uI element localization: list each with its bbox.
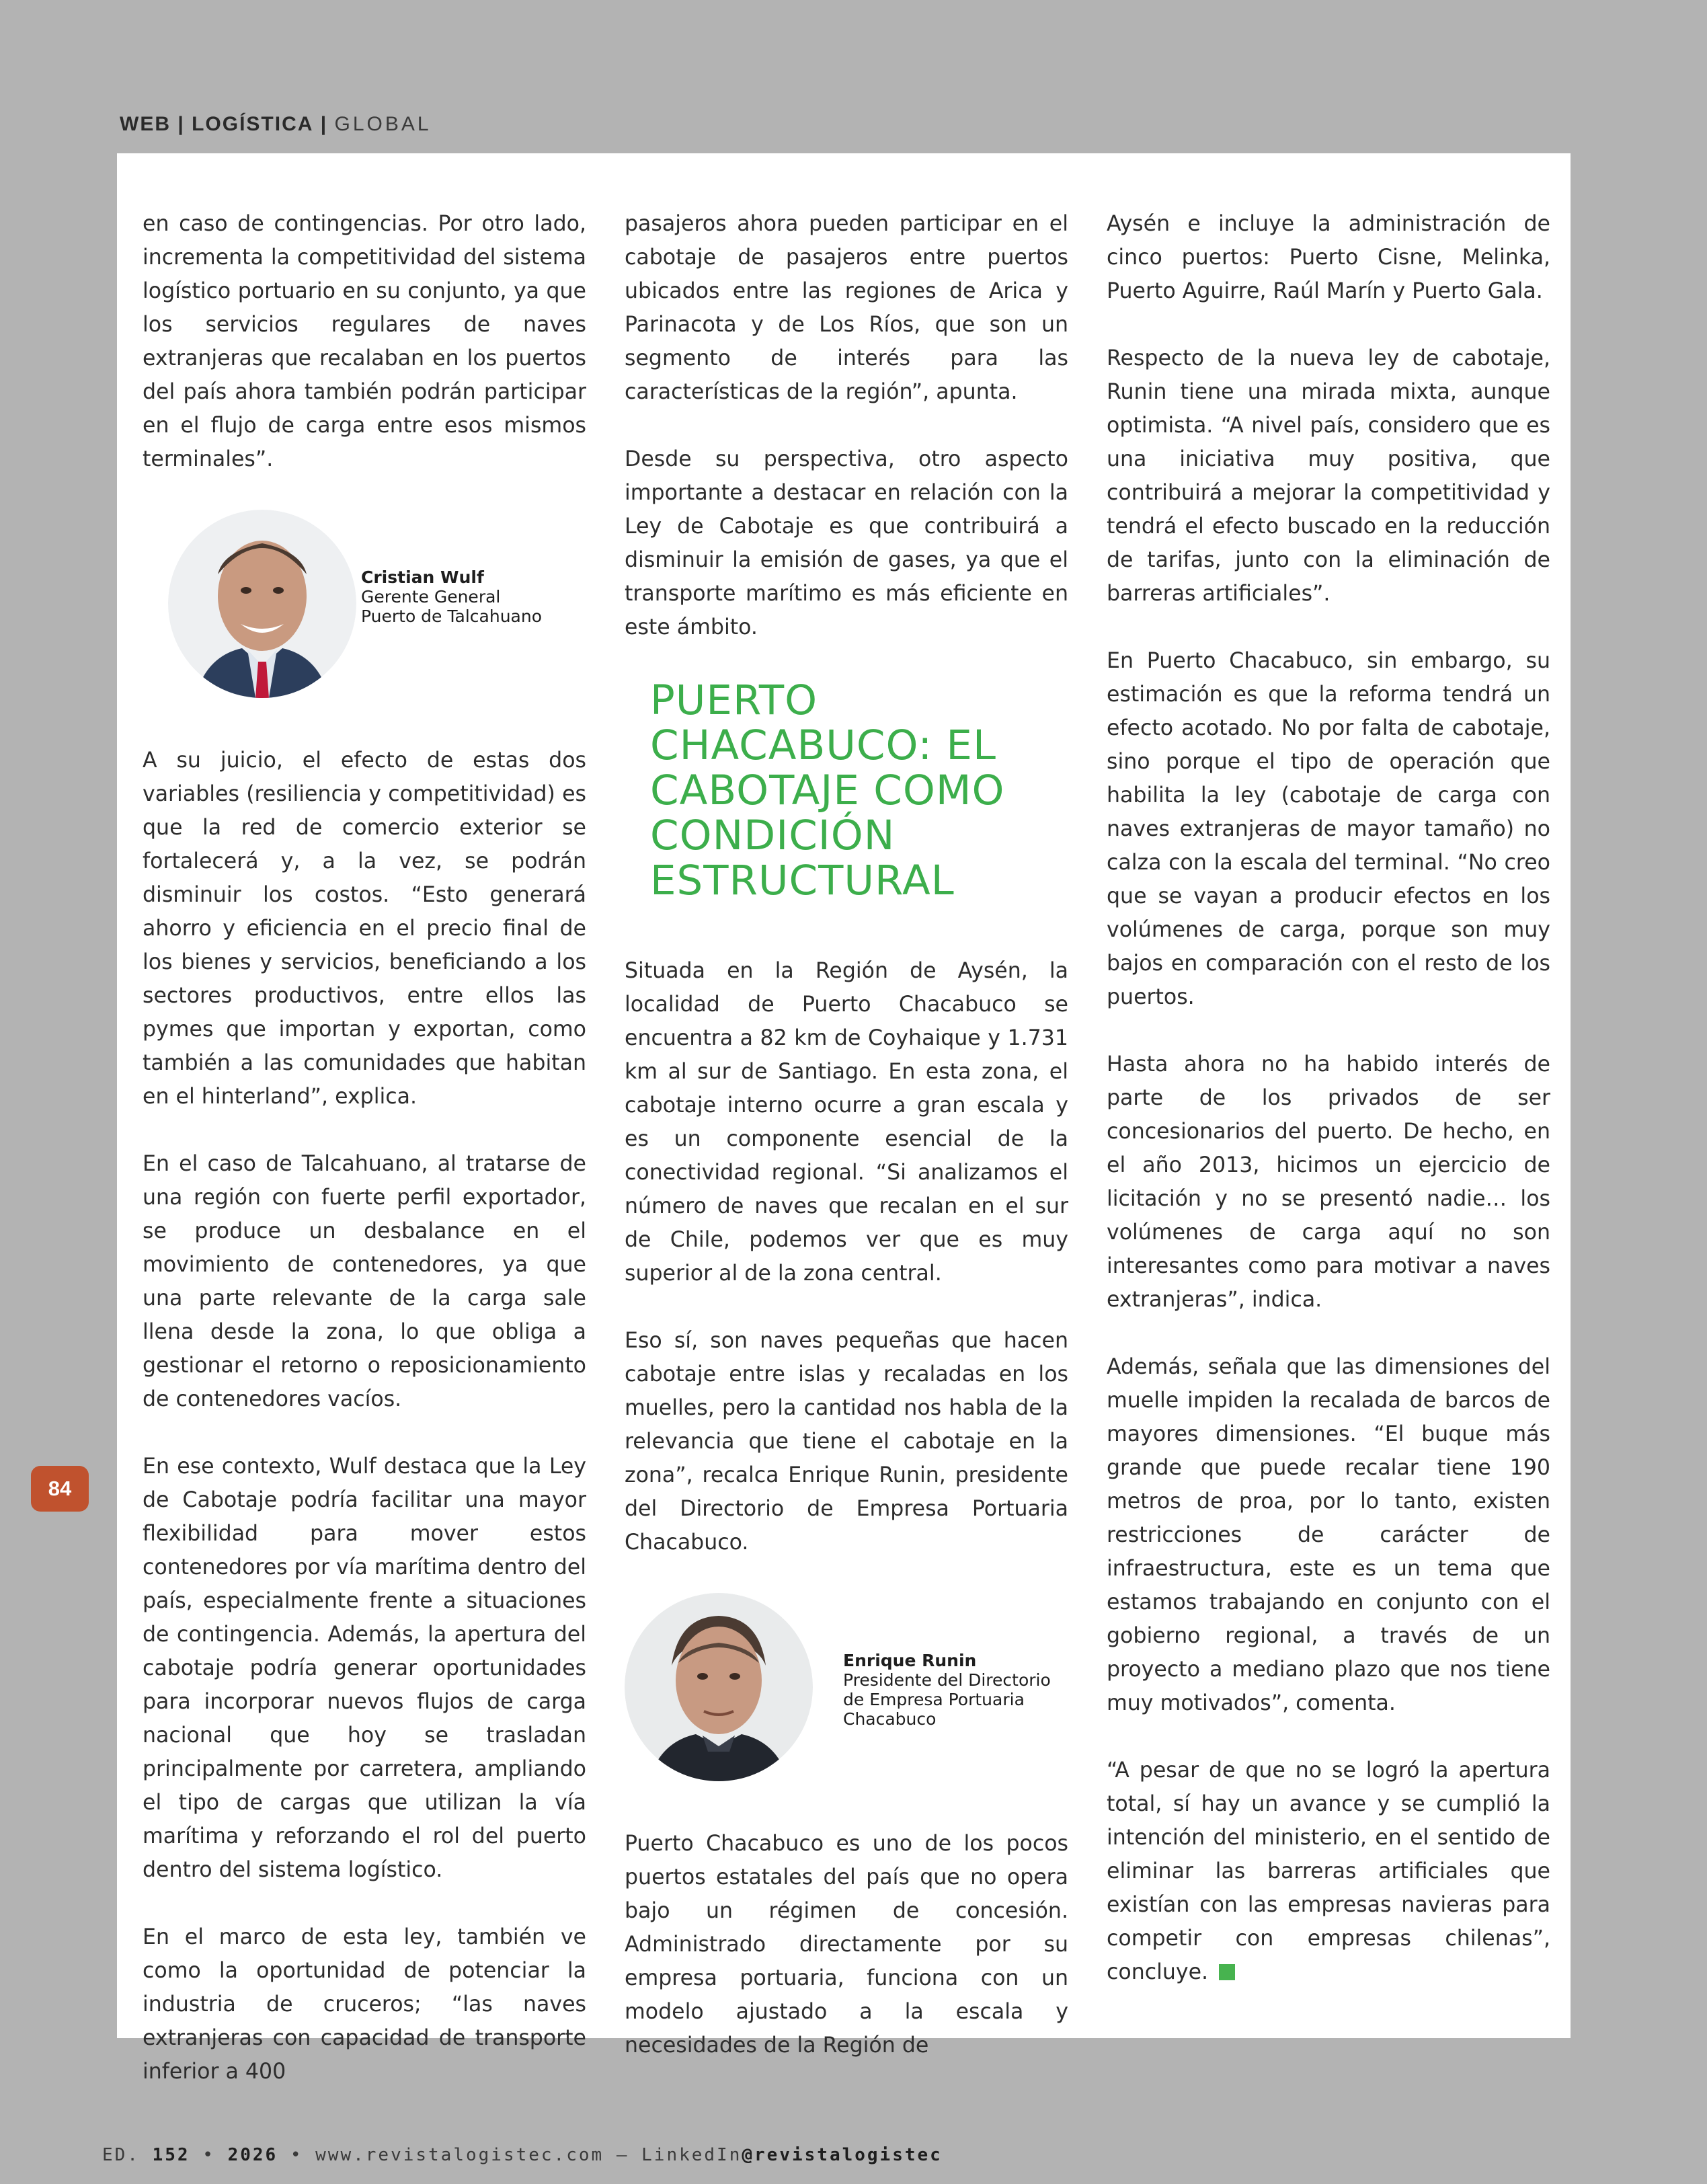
wulf-role: Gerente General — [361, 587, 501, 607]
col3-paragraph-5: Además, señala que las dimensiones del muelle impiden la recalada de barcos de mayores dimensiones. “El buque más grande que puede recalar tiene 190 metros de proa, por lo tanto, existen restricciones de carácter de infraestructura, este es un tema que estamos trabajando en conjunto con el gobierno regional, a través de un proyecto a mediano plazo que nos tiene muy motivados”, comenta. — [1107, 1355, 1550, 1715]
header-web: WEB — [120, 113, 171, 135]
col2-paragraph-3: Situada en la Región de Aysén, la localidad de Puerto Chacabuco se encuentra a 82 km de Coyhaique y 1.731 km al sur de Santiago. En esta zona, el cabotaje interno ocurre a gran escala y es un componente esencial de la conectividad regional. “Si analizamos el número de naves que recalan en el sur de Chile, podemos ver que es muy superior al de la zona central. — [625, 959, 1068, 1286]
col1-paragraph-4: En ese contexto, Wulf destaca que la Ley de Cabotaje podría facilitar una mayor flexibilidad para mover estos contenedores por vía marítima dentro del país, especialmente frente a situaciones de contingencia. Además, la apertura del cabotaje podría generar oportunidades para incorporar nuevos flujos de carga nacional que hoy se trasladan principalmente por carretera, ampliando el tipo de cargas que utilizan la vía marítima y reforzando el rol del puerto dentro del sistema logístico. — [143, 1454, 587, 1882]
col2-paragraph-2: Desde su perspectiva, otro aspecto importante a destacar en relación con la Ley de Cabotaje es que contribuirá a disminuir la emisión de gases, ya que el transporte marítimo es más eficiente en este ámbito. — [625, 447, 1068, 639]
section-subheading: PUERTO CHACABUCO: EL CABOTAJE COMO CONDICIÓN ESTRUCTURAL — [650, 676, 1005, 904]
wulf-org: Puerto de Talcahuano — [361, 607, 542, 626]
header-logistica: LOGÍSTICA — [192, 113, 314, 135]
col2-paragraph-1: pasajeros ahora pueden participar en el cabotaje de pasajeros entre puertos ubicados entre las regiones de Arica y Parinacota y de Los Ríos, que son un segmento de interés para las características de la región”, apunta. — [625, 212, 1068, 404]
header-global: GLOBAL — [334, 113, 432, 135]
col3-paragraph-6-text: “A pesar de que no se logró la apertura total, sí hay un avance y se cumplió la intención del ministerio, en el sentido de eliminar las barreras artificiales que existían con las empresas navieras para competir con empresas chilenas”, concluye. — [1107, 1758, 1550, 1984]
col3-paragraph-6 — [1107, 1754, 1550, 1989]
article-column-1 — [143, 207, 586, 2122]
page-footer — [102, 2145, 943, 2165]
article-column-2 — [625, 207, 1068, 2096]
footer-year: 2026 — [227, 2145, 278, 2165]
col1-paragraph-1: en caso de contingencias. Por otro lado, incrementa la competitividad del sistema logístico portuario en su conjunto, ya que los servicios regulares de naves extranjeras que recalaban en los puertos del país ahora también podrán participar en el flujo de carga entre esos mismos terminales”. — [143, 212, 586, 471]
article-page — [117, 153, 1571, 2084]
col3-paragraph-2: Respecto de la nueva ley de cabotaje, Runin tiene una mirada mixta, aunque optimista. “A nivel país, considero que es una iniciativa muy positiva, que contribuirá a mejorar la competitividad y tendrá el efecto buscado en la reducción de tarifas, junto con la eliminación de barreras artificiales”. — [1107, 346, 1550, 606]
article-end-icon — [1219, 1964, 1235, 1980]
runin-caption — [843, 1651, 1051, 1729]
col2-paragraph-5: Puerto Chacabuco es uno de los pocos puertos estatales del país que no opera bajo un régimen de concesión. Administrado directamente por su empresa portuaria, funciona con un modelo ajustado a la escala y necesidades de la Región de — [625, 1832, 1068, 2058]
col1-paragraph-5: En el marco de esta ley, también ve como la oportunidad de potenciar la industria de cruceros; “las naves extranjeras con capacidad de transporte inferior a 400 — [143, 1925, 586, 2084]
runin-name: Enrique Runin — [843, 1651, 977, 1670]
col3-paragraph-4: Hasta ahora no ha habido interés de parte de los privados de ser concesionarios del puerto. De hecho, en el año 2013, hicimos un ejercicio de licitación y no se presentó nadie… los volúmenes de carga aquí no son interesantes como para motivar a naves extranjeras”, indica. — [1107, 1052, 1550, 1312]
runin-org-1: de Empresa Portuaria — [843, 1690, 1025, 1709]
footer-bullet: • — [190, 2145, 228, 2165]
enrique-runin-photo — [625, 1593, 813, 1781]
col3-paragraph-3: En Puerto Chacabuco, sin embargo, su estimación es que la reforma tendrá un efecto acotado. No por falta de cabotaje, sino porque el tipo de operación que habilita la ley (cabotaje de carga con naves extranjeras de mayor tamaño) no calza con la escala del terminal. “No creo que se vayan a producir efectos en los volúmenes de carga, porque son muy bajos en comparación con el resto de los puertos. — [1107, 649, 1550, 1009]
profile-cristian-wulf — [143, 510, 586, 711]
wulf-name: Cristian Wulf — [361, 568, 484, 587]
footer-edition-number: 152 — [152, 2145, 190, 2165]
col1-paragraph-2: A su juicio, el efecto de estas dos variables (resiliencia y competitividad) es que la red de comercio exterior se fortalecerá y, a la vez, se podrán disminuir los costos. “Esto generará ahorro y eficiencia en el precio final de los bienes y servicios, beneficiando a los sectores productivos, entre ellos las pymes que importan y exportan, como también a las comunidades que habitan en el hinterland”, explica. — [143, 748, 586, 1109]
wulf-caption — [361, 568, 542, 626]
col2-paragraph-4: Eso sí, son naves pequeñas que hacen cabotaje entre islas y recaladas en los muelles, pero la cantidad nos habla de la relevancia que tiene el cabotaje en la zona”, recalca Enrique Runin, presidente del Directorio de Empresa Portuaria Chacabuco. — [625, 1329, 1068, 1555]
col3-paragraph-1: Aysén e incluye la administración de cinco puertos: Puerto Cisne, Melinka, Puerto Aguirre, Raúl Marín y Puerto Gala. — [1107, 212, 1550, 303]
footer-edition-label: ED. — [102, 2145, 153, 2165]
header-separator: | — [177, 113, 185, 135]
section-header — [120, 113, 432, 136]
runin-role: Presidente del Directorio — [843, 1670, 1051, 1690]
runin-org-2: Chacabuco — [843, 1709, 937, 1729]
cristian-wulf-photo — [168, 510, 356, 698]
profile-enrique-runin — [625, 1593, 1068, 1795]
article-column-3 — [1107, 207, 1550, 2023]
footer-linkedin-handle: @revistalogistec — [742, 2145, 943, 2165]
header-separator-2: | — [320, 113, 328, 135]
page-number-badge: 84 — [31, 1466, 89, 1512]
footer-website: • www.revistalogistec.com – LinkedIn — [278, 2145, 742, 2165]
col1-paragraph-3: En el caso de Talcahuano, al tratarse de una región con fuerte perfil exportador, se produce un desbalance en el movimiento de contenedores, ya que una parte relevante de la carga sale llena desde la zona, lo que obliga a gestionar el retorno o reposicionamiento de contenedores vacíos. — [143, 1152, 586, 1411]
